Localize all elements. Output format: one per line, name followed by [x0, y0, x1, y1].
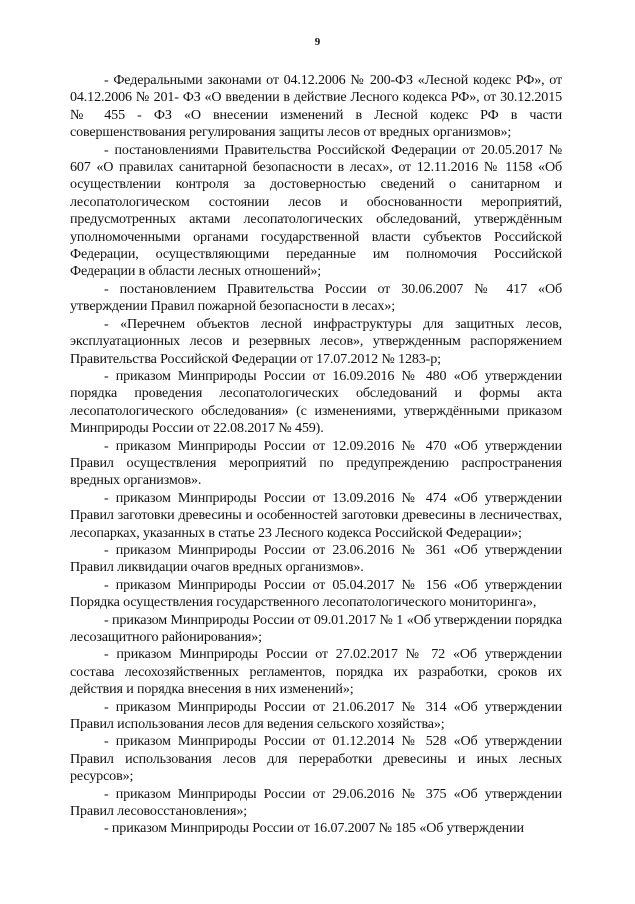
paragraph-order-361: - приказом Минприроды России от 23.06.2016 № 361 «Об утверждении Правил ликвидации очагов вредных организмов». [70, 541, 562, 576]
paragraph-order-528: - приказом Минприроды России от 01.12.2014 № 528 «Об утверждении Правил использования лесов для переработки древесины и иных лесных ресурсов»; [70, 733, 562, 785]
paragraph-order-314: - приказом Минприроды России от 21.06.2017 № 314 «Об утверждении Правил использования лесов для ведения сельского хозяйства»; [70, 698, 562, 733]
paragraph-fire-safety-resolution: - постановлением Правительства России от 30.06.2007 № 417 «Об утверждении Правил пожарной безопасности в лесах»; [70, 280, 562, 315]
document-body [70, 72, 562, 838]
paragraph-order-72: - приказом Минприроды России от 27.02.2017 № 72 «Об утверждении состава лесохозяйственных регламентов, порядка их разработки, сроков их действия и порядка внесения в них изменений»; [70, 646, 562, 698]
page-number: 9 [314, 36, 321, 48]
paragraph-order-480: - приказом Минприроды России от 16.09.2016 № 480 «Об утверждении порядка проведения лесопатологических обследований и формы акта лесопатологического обследования» (с изменениями, утверждёнными приказом Минприроды России от 22.08.2017 № 459). [70, 367, 562, 437]
paragraph-order-470: - приказом Минприроды России от 12.09.2016 № 470 «Об утверждении Правил осуществления мероприятий по предупреждению распространения вредных организмов». [70, 437, 562, 489]
paragraph-government-resolutions: - постановлениями Правительства Российской Федерации от 20.05.2017 № 607 «О правилах санитарной безопасности в лесах», от 12.11.2016 № 1158 «Об осуществлении контроля за достоверностью сведений о санитарном и лесопатологическом состоянии лесов и обоснованности мероприятий, предусмотренных актами лесопатологических обследований, утверждённым уполномоченными органами государственной власти субъектов Российской Федерации, осуществляющими переданные им полномочия Российской Федерации в области лесных отношений»; [70, 141, 562, 280]
paragraph-order-375: - приказом Минприроды России от 29.06.2016 № 375 «Об утверждении Правил лесовосстановления»; [70, 785, 562, 820]
paragraph-order-1: - приказом Минприроды России от 09.01.2017 № 1 «Об утверждении порядка лесозащитного районирования»; [70, 611, 562, 645]
paragraph-forest-infrastructure-list: - «Перечнем объектов лесной инфраструктуры для защитных лесов, эксплуатационных лесов и резервных лесов», утвержденным распоряжением Правительства Российской Федерации от 17.07.2012 № 1283-р; [70, 315, 562, 367]
paragraph-federal-laws: - Федеральными законами от 04.12.2006 № 200-ФЗ «Лесной кодекс РФ», от 04.12.2006 № 201- ФЗ «О введении в действие Лесного кодекса РФ», от 30.12.2015 № 455 - ФЗ «О внесении изменений в Лесной кодекс РФ в части совершенствования регулирования защиты лесов от вредных организмов»; [70, 72, 562, 141]
paragraph-order-474: - приказом Минприроды России от 13.09.2016 № 474 «Об утверждении Правил заготовки древесины и особенностей заготовки древесины в лесничествах, лесопарках, указанных в статье 23 Лесного кодекса Российской Федерации»; [70, 489, 562, 541]
paragraph-order-156: - приказом Минприроды России от 05.04.2017 № 156 «Об утверждении Порядка осуществления государственного лесопатологического мониторинга», [70, 576, 562, 611]
paragraph-order-185: - приказом Минприроды России от 16.07.2007 № 185 «Об утверждении [104, 820, 524, 837]
